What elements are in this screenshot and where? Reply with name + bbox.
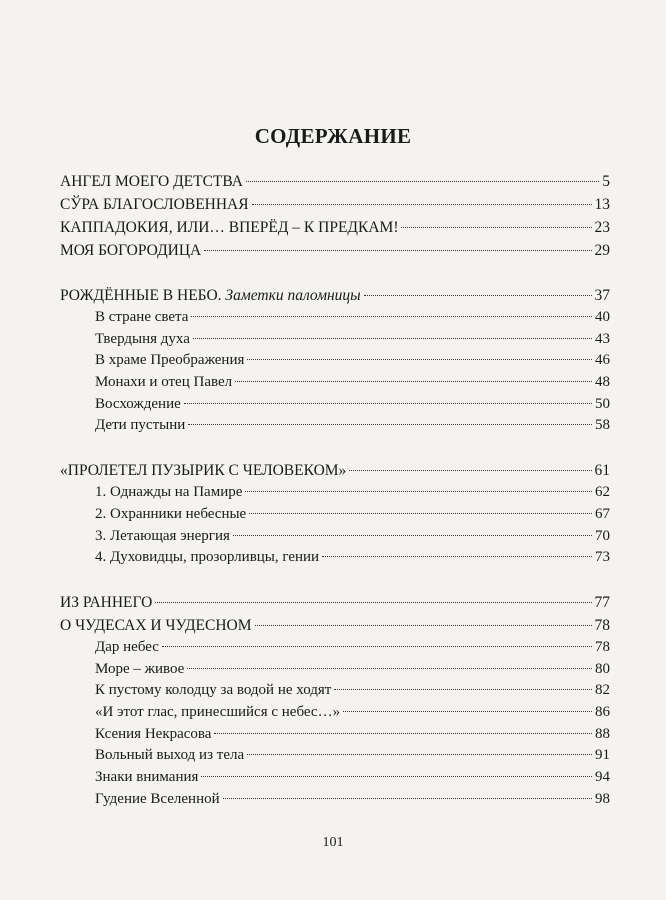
toc-entry-title [95,659,184,681]
dot-leader [184,403,592,404]
toc-entry-title-text: ИЗ РАННЕГО [60,593,153,611]
toc-entry[interactable] [60,702,610,724]
toc-entry-title [95,329,190,351]
toc-entry-page: 88 [595,725,610,742]
toc-entry-title-text: 1. Однажды на Памире [95,484,243,501]
toc-entry-title-text: К пустому колодцу за водой не ходят [95,682,332,699]
toc-entry-title-text: Гудение Вселенной [95,790,220,807]
toc-entry-page: 91 [595,747,610,764]
dot-leader [246,181,599,182]
toc-entry-title [95,372,232,394]
dot-leader [401,227,591,228]
toc-entry[interactable] [60,329,610,351]
dot-leader [255,625,592,626]
dot-leader [223,798,592,799]
dot-leader [191,316,592,317]
dot-leader [162,646,592,647]
toc-entry[interactable] [60,216,610,239]
toc-entry[interactable] [60,614,610,637]
toc-entry-subtitle: Заметки паломницы [225,287,361,304]
toc-entry[interactable] [60,372,610,394]
group-spacer [60,437,610,459]
dot-leader [233,535,592,536]
toc-entry-page: 5 [602,173,610,190]
toc-entry-title [95,789,220,811]
toc-group [60,459,610,569]
toc-entry-title [95,702,340,724]
toc-entry[interactable] [60,547,610,569]
toc-entry-title-text: Знаки внимания [95,769,199,785]
toc-entry-title [95,637,159,659]
toc-entry-title [60,459,346,482]
toc-entry[interactable] [60,526,610,548]
page-title: СОДЕРЖАНИЕ [254,124,412,148]
toc-entry-title-text: «ПРОЛЕТЕЛ ПУЗЫРИК С ЧЕЛОВЕКОМ» [60,462,347,480]
toc-entry-title-text: АНГЕЛ МОЕГО ДЕТСТВА [60,173,243,190]
toc-entry-page: 82 [595,682,610,699]
dot-leader [235,381,592,382]
toc-entry[interactable] [60,170,610,193]
toc-group [60,284,610,437]
toc-entry-title-text: Монахи и отец Павел [95,374,233,391]
toc-entry-title-text: О ЧУДЕСАХ И ЧУДЕСНОМ [60,616,252,634]
toc-entry[interactable] [60,504,610,526]
toc-entry-title [95,724,211,746]
toc-entry[interactable] [60,307,610,329]
toc-entry-title-text: В стране света [95,309,189,325]
dot-leader [245,491,592,492]
toc-entry-page: 48 [595,374,610,391]
toc-entry-page: 78 [595,638,610,655]
toc-entry-page: 46 [595,352,610,369]
toc-entry[interactable] [60,239,610,262]
toc-entry-page: 73 [595,549,610,566]
dot-leader [249,513,592,514]
toc-entry-title-text: Ксения Некрасова [95,725,212,742]
toc-entry-page: 94 [595,769,610,785]
toc-entry-page: 23 [594,219,610,236]
toc-entry-page: 29 [594,242,610,259]
dot-leader [214,733,592,734]
toc-entry-title [60,216,398,239]
toc-entry-page: 67 [595,505,610,522]
toc-entry-page: 61 [594,462,610,480]
toc-entry[interactable] [60,767,610,789]
table-of-contents [60,170,610,810]
toc-entry-title-text: 4. Духовидцы, прозорливцы, гении [95,549,320,566]
toc-entry-page: 77 [594,593,610,611]
toc-entry-title [95,415,185,437]
toc-entry[interactable] [60,482,610,504]
group-spacer [60,262,610,284]
toc-entry-title [95,482,242,504]
toc-entry-page: 58 [595,417,610,434]
dot-leader [187,668,592,669]
toc-entry-page: 98 [595,790,610,807]
toc-entry-title-text: Дети пустыни [95,417,186,434]
toc-entry-page: 13 [594,196,610,213]
toc-entry-title [95,394,181,416]
toc-entry-title [95,307,188,329]
toc-entry-title-text: Твердыня духа [95,330,190,347]
toc-entry-page: 80 [595,660,610,677]
toc-entry-title-text: КАППАДОКИЯ, ИЛИ… ВПЕРЁД – К ПРЕДКАМ! [60,219,399,236]
dot-leader [201,776,592,777]
toc-entry-title-text: 3. Летающая энергия [95,527,230,544]
dot-leader [188,424,592,425]
toc-entry-title-text: 2. Охранники небесные [95,505,247,522]
dot-leader [247,754,592,755]
toc-entry-page: 70 [595,527,610,544]
toc-entry[interactable] [60,459,610,482]
toc-entry-title [95,547,319,569]
toc-entry[interactable] [60,745,610,767]
toc-entry[interactable] [60,591,610,614]
toc-entry-title [60,284,361,307]
dot-leader [252,204,592,205]
toc-entry-title [95,767,198,789]
toc-entry-title [60,193,249,216]
toc-entry-title-text: РОЖДЁННЫЕ В НЕБО. [60,287,222,304]
toc-entry-title-text: Море – живое [95,660,185,677]
toc-entry-title [95,680,331,702]
toc-entry[interactable] [60,637,610,659]
toc-entry-page: 86 [595,703,610,720]
toc-entry-title [95,526,230,548]
toc-entry-title [60,170,243,193]
dot-leader [364,295,592,296]
dot-leader [193,338,592,339]
page-number: 101 [322,835,344,850]
toc-entry[interactable] [60,284,610,307]
toc-entry[interactable] [60,415,610,437]
toc-entry-page: 43 [595,330,610,347]
toc-entry[interactable] [60,680,610,702]
dot-leader [155,602,591,603]
toc-entry[interactable] [60,789,610,811]
toc-entry-title-text: Дар небес [95,638,159,655]
toc-entry-page: 78 [594,616,610,634]
toc-entry-title-text: СЎРА БЛАГОСЛОВЕННАЯ [60,196,249,213]
toc-entry-page: 37 [594,287,610,304]
toc-entry-title [60,591,152,614]
toc-entry[interactable] [60,193,610,216]
toc-entry-title-text: В храме Преображения [95,352,245,369]
group-spacer [60,569,610,591]
toc-entry-page: 50 [595,395,610,412]
toc-entry-title-text: «И этот глас, принесшийся с небес…» [95,703,341,720]
toc-entry-title-text: Вольный выход из тела [95,747,245,764]
dot-leader [334,689,592,690]
toc-entry-page: 62 [595,484,610,501]
toc-entry-title-text: МОЯ БОГОРОДИЦА [60,242,202,259]
toc-entry[interactable] [60,659,610,681]
toc-entry[interactable] [60,724,610,746]
toc-entry-title [95,504,246,526]
dot-leader [343,711,592,712]
dot-leader [204,250,591,251]
dot-leader [322,556,592,557]
toc-entry-title [95,350,244,372]
toc-entry[interactable] [60,394,610,416]
toc-entry[interactable] [60,350,610,372]
toc-group [60,170,610,262]
toc-entry-title [60,614,252,637]
toc-entry-title [95,745,244,767]
dot-leader [247,359,592,360]
dot-leader [349,470,591,471]
toc-entry-page: 40 [595,309,610,325]
toc-group [60,591,610,811]
toc-entry-title-text: Восхождение [95,395,181,412]
toc-entry-title [60,239,201,262]
